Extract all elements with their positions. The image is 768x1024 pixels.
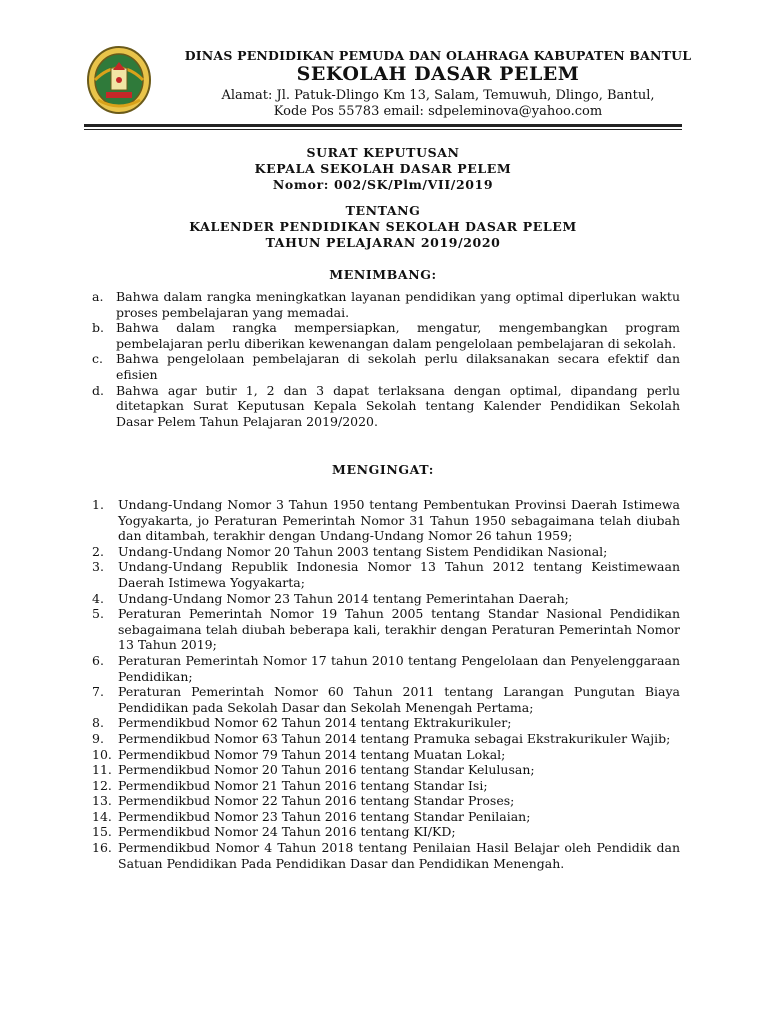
item-marker: c. xyxy=(92,351,103,367)
list-item xyxy=(92,840,680,871)
list-item xyxy=(92,762,680,778)
item-text: Bahwa dalam rangka mempersiapkan, mengatur, mengembangkan program pembelajaran perlu diberikan kewenangan dalam pengelolaan pembelajaran di sekolah. xyxy=(116,320,680,351)
item-marker: 5. xyxy=(92,606,104,622)
item-marker: d. xyxy=(92,382,104,398)
menimbang-heading: MENIMBANG: xyxy=(329,267,437,282)
list-item xyxy=(92,653,680,684)
list-item xyxy=(92,591,680,607)
item-text: Permendikbud Nomor 22 Tahun 2016 tentang Standar Proses; xyxy=(118,793,515,809)
list-item xyxy=(92,747,680,763)
list-item xyxy=(92,289,680,320)
item-text: Undang-Undang Republik Indonesia Nomor 13 Tahun 2012 tentang Keistimewaan Daerah Istimewa Yogyakarta; xyxy=(118,559,680,590)
list-item xyxy=(92,793,680,809)
item-text: Permendikbud Nomor 23 Tahun 2016 tentang Standar Penilaian; xyxy=(118,808,531,824)
item-marker: 16. xyxy=(92,840,112,856)
list-item xyxy=(92,544,680,560)
list-item xyxy=(92,351,680,382)
list-item xyxy=(92,824,680,840)
menimbang-list xyxy=(92,289,680,429)
list-item xyxy=(92,383,680,430)
item-text: Peraturan Pemerintah Nomor 60 Tahun 2011 tentang Larangan Pungutan Biaya Pendidikan pada Sekolah Dasar dan Sekolah Menengah Pertama; xyxy=(118,684,680,715)
item-text: Bahwa agar butir 1, 2 dan 3 dapat terlaksana dengan optimal, dipandang perlu ditetapkan Surat Keputusan Kepala Sekolah tentang Kalender Pendidikan Sekolah Dasar Pelem Tahun Pelajaran 2019/2020. xyxy=(116,382,680,429)
subject-line-2: KALENDER PENDIDIKAN SEKOLAH DASAR PELEM xyxy=(189,219,577,234)
item-marker: 15. xyxy=(92,824,112,840)
item-marker: 13. xyxy=(92,793,112,809)
item-marker: 4. xyxy=(92,590,104,606)
subject-line-1: TENTANG xyxy=(345,203,421,218)
decree-line-2: KEPALA SEKOLAH DASAR PELEM xyxy=(254,161,512,176)
list-item xyxy=(92,684,680,715)
postal-code: Kode Pos 55783 email: xyxy=(273,104,424,119)
list-item xyxy=(92,731,680,747)
email-address: sdpeleminova@yahoo.com xyxy=(428,104,603,119)
list-item xyxy=(92,320,680,351)
item-text: Undang-Undang Nomor 20 Tahun 2003 tentang Sistem Pendidikan Nasional; xyxy=(118,543,608,559)
mengingat-list xyxy=(92,497,680,871)
item-marker: 7. xyxy=(92,684,104,700)
item-text: Bahwa dalam rangka meningkatkan layanan pendidikan yang optimal diperlukan waktu proses pembelajaran yang memadai. xyxy=(116,289,680,320)
item-marker: 3. xyxy=(92,559,104,575)
decree-subject xyxy=(84,203,682,251)
item-marker: 2. xyxy=(92,543,104,559)
list-item xyxy=(92,778,680,794)
item-text: Permendikbud Nomor 20 Tahun 2016 tentang Standar Kelulusan; xyxy=(118,762,535,778)
item-text: Permendikbud Nomor 79 Tahun 2014 tentang Muatan Lokal; xyxy=(118,746,506,762)
item-marker: 8. xyxy=(92,715,104,731)
item-marker: 11. xyxy=(92,762,112,778)
mengingat-heading: MENGINGAT: xyxy=(332,462,434,477)
item-text: Permendikbud Nomor 62 Tahun 2014 tentang Ektrakurikuler; xyxy=(118,715,512,731)
postal-email-line xyxy=(158,104,718,119)
decree-line-1: SURAT KEPUTUSAN xyxy=(306,145,460,160)
list-item xyxy=(92,715,680,731)
agency-name: DINAS PENDIDIKAN PEMUDA DAN OLAHRAGA KABUPATEN BANTUL xyxy=(184,48,692,63)
item-text: Permendikbud Nomor 4 Tahun 2018 tentang Penilaian Hasil Belajar oleh Pendidik dan Satuan Pendidikan Pada Pendidikan Dasar dan Pendidikan Menengah. xyxy=(118,840,680,871)
item-text: Bahwa pengelolaan pembelajaran di sekolah perlu dilaksanakan secara efektif dan efisien xyxy=(116,351,680,382)
item-marker: 6. xyxy=(92,652,104,668)
item-text: Permendikbud Nomor 63 Tahun 2014 tentang Pramuka sebagai Ekstrakurikuler Wajib; xyxy=(118,730,671,746)
item-text: Peraturan Pemerintah Nomor 17 tahun 2010 tentang Pengelolaan dan Penyelenggaraan Pendidikan; xyxy=(118,652,680,684)
item-text: Permendikbud Nomor 21 Tahun 2016 tentang Standar Isi; xyxy=(118,777,488,793)
school-name: SEKOLAH DASAR PELEM xyxy=(296,63,580,85)
decree-number: Nomor: 002/SK/Plm/VII/2019 xyxy=(272,177,494,192)
item-marker: 1. xyxy=(92,497,104,512)
letterhead-divider-thin xyxy=(84,129,682,130)
item-text: Undang-Undang Nomor 23 Tahun 2014 tentang Pemerintahan Daerah; xyxy=(118,590,569,606)
regency-crest-icon xyxy=(84,44,154,118)
item-marker: 10. xyxy=(92,746,112,762)
item-marker: 9. xyxy=(92,730,104,746)
list-item xyxy=(92,809,680,825)
item-marker: b. xyxy=(92,320,104,336)
item-text: Undang-Undang Nomor 3 Tahun 1950 tentang Pembentukan Provinsi Daerah Istimewa Yogyakarta, jo Peraturan Pemerintah Nomor 31 Tahun 1950 sebagaimana telah diubah dan ditambah, terakhir dengan Undang-Undang Nomor 26 tahun 1959; xyxy=(118,497,680,544)
item-marker: a. xyxy=(92,289,104,304)
subject-line-3: TAHUN PELAJARAN 2019/2020 xyxy=(265,235,501,250)
item-text: Permendikbud Nomor 24 Tahun 2016 tentang KI/KD; xyxy=(118,824,456,840)
list-item xyxy=(92,497,680,544)
item-marker: 12. xyxy=(92,777,112,793)
item-marker: 14. xyxy=(92,808,112,824)
letterhead-divider-thick xyxy=(84,124,682,127)
list-item xyxy=(92,559,680,590)
decree-title xyxy=(84,145,682,193)
list-item xyxy=(92,606,680,653)
school-address: Alamat: Jl. Patuk-Dlingo Km 13, Salam, Temuwuh, Dlingo, Bantul, xyxy=(221,88,655,103)
item-text: Peraturan Pemerintah Nomor 19 Tahun 2005 tentang Standar Nasional Pendidikan sebagaimana telah diubah beberapa kali, terakhir dengan Peraturan Pemerintah Nomor 13 Tahun 2019; xyxy=(118,606,680,653)
